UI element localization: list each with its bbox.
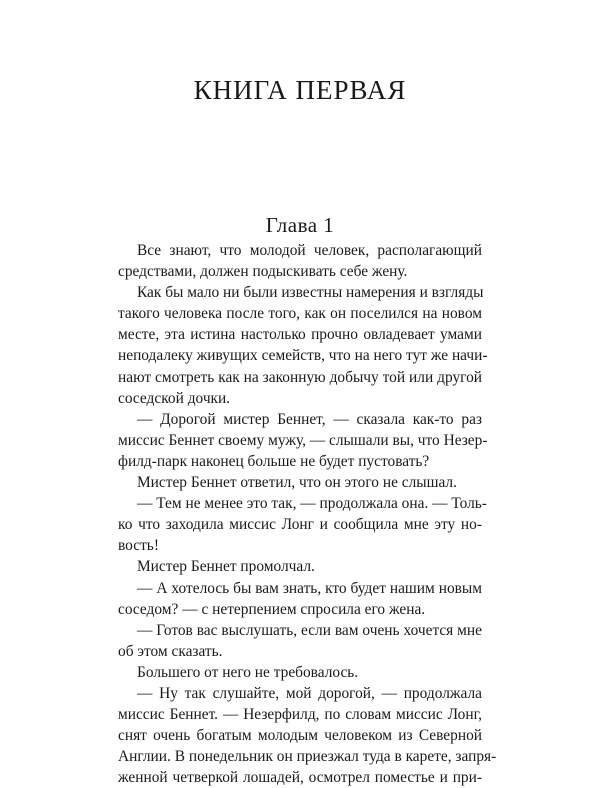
text-line: миссис Беннет своему мужу, — слышали вы, что Незер- — [118, 431, 488, 449]
text-line: нают смотреть как на законную добычу той или другой — [118, 368, 482, 386]
text-line: Мистер Беннет ответил, что он этого не слышал. — [137, 474, 457, 492]
text-line: неподалеку живущих семейств, что на него тут же начи- — [118, 347, 488, 365]
text-line: Англии. В понедельник он приезжал туда в карете, запря- — [118, 748, 497, 766]
text-line: филд-парк наконец больше не будет пустовать? — [118, 452, 430, 470]
text-line: — Дорогой мистер Беннет, — сказала как-то раз — [137, 410, 482, 428]
chapter-title: Глава 1 — [265, 213, 335, 237]
text-line: снят очень богатым молодым человеком из Северной — [118, 727, 482, 745]
chapter-text — [118, 240, 497, 788]
text-line: об этом сказать. — [118, 642, 223, 660]
text-line: Все знают, что молодой человек, располагающий — [137, 242, 482, 259]
text-line: Как бы мало ни были известны намерения и взгляды — [137, 284, 484, 302]
text-line: миссис Беннет. — Незерфилд, по словам миссис Лонг, — [118, 706, 482, 724]
text-line: месте, эта истина настолько прочно овладевает умами — [118, 326, 482, 344]
text-line: такого человека после того, как он поселился на новом — [118, 305, 482, 323]
text-line: ко что заходила миссис Лонг и сообщила мне эту но- — [118, 516, 482, 534]
text-line: соседом? — с нетерпением спросила его жена. — [118, 600, 426, 618]
text-line: — Готов вас выслушать, если вам очень хочется мне — [137, 621, 482, 639]
text-line: — Ну так слушайте, мой дорогой, — продолжала — [137, 684, 482, 702]
text-line: средствами, должен подыскивать себе жену. — [118, 263, 408, 281]
text-line: — А хотелось бы вам знать, кто будет нашим новым — [137, 579, 482, 597]
text-line: Мистер Беннет промолчал. — [137, 558, 315, 576]
text-line: вость! — [118, 537, 159, 555]
text-line: соседской дочки. — [118, 389, 231, 407]
book-title: КНИГА ПЕРВАЯ — [193, 75, 407, 105]
text-line: женной четверкой лошадей, осмотрел поместье и при- — [118, 769, 482, 787]
text-line: Большего от него не требовалось. — [137, 663, 359, 681]
text-line: — Тем не менее это так, — продолжала она. — Толь- — [137, 495, 487, 513]
